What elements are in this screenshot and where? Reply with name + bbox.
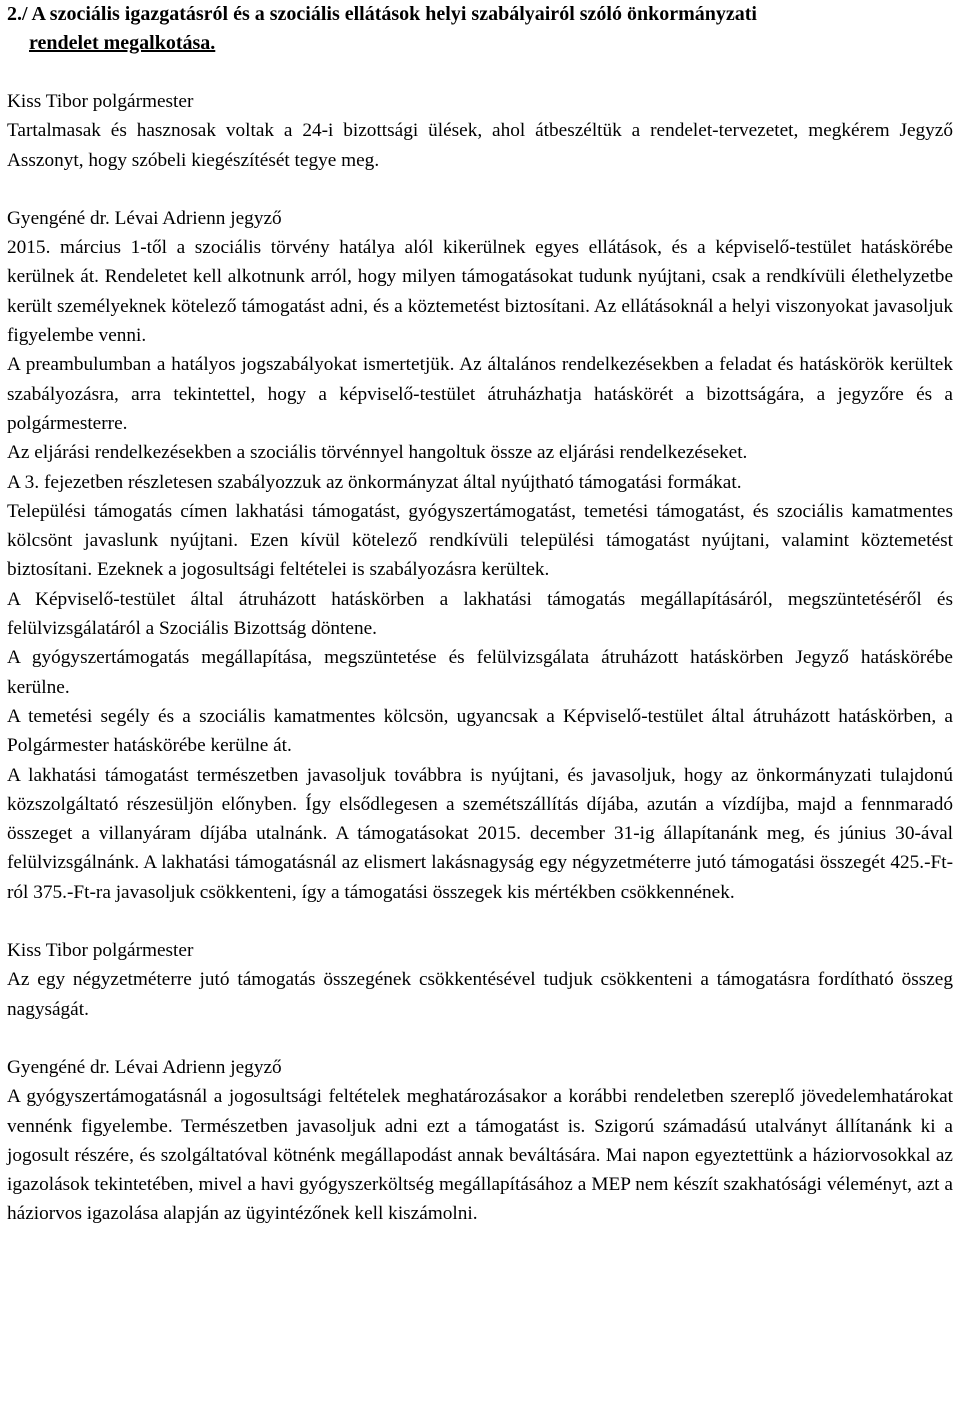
speech-paragraph: 2015. március 1-től a szociális törvény hatálya alól kikerülnek egyes ellátások, és a képviselő-testület hatáskörébe kerülnek át. Rendeletet kell alkotnunk arról, hogy milyen támogatásokat tudunk nyújtani, csak a rendkívüli élethelyzetbe került személyeknek kötelező támogatást adni, és a köztemetést biztosítani. Az ellátásoknál a helyi viszonyokat javasoljuk figyelembe venni. (7, 237, 953, 347)
speech-paragraph: A Képviselő-testület által átruházott hatáskörben a lakhatási támogatás megállapításáról, megszüntetéséről és felülvizsgálatáról a Szociális Bizottság döntene. (7, 588, 953, 640)
speech-paragraph: A 3. fejezetben részletesen szabályozzuk az önkormányzat által nyújtható támogatási formákat. (7, 471, 742, 493)
speech-block (7, 87, 953, 175)
speech-paragraph: A gyógyszertámogatás megállapítása, megszüntetése és felülvizsgálata átruházott hatáskörben Jegyző hatáskörébe kerülne. (7, 647, 953, 698)
spacer (7, 907, 953, 936)
speech-paragraph: A lakhatási támogatást természetben javasoljuk továbbra is nyújtani, és javasoljuk, hogy az önkormányzati tulajdonú közszolgáltató részesüljön előnyben. Így elsődlegesen a szemétszállítás díjába, azután a vízdíjba, majd a fennmaradó összeget a villanyáram díjába utalnánk. A támogatásokat 2015. december 31-ig állapítanánk meg, és június 30-ával felülvizsgálnánk. A lakhatási támogatásnál az elismert lakásnagyság egy négyzetméterre jutó támogatási összegét 425.-Ft-ról 375.-Ft-ra javasoljuk csökkenteni, így a támogatási összegek kis mértékben csökkennének. (7, 764, 953, 903)
speech-paragraph: A preambulumban a hatályos jogszabályokat ismertetjük. Az általános rendelkezésekben a feladat és hatáskörök kerültek szabályozásra, arra tekintettel, hogy a képviselő-testület átruházhatja hatáskörét a bizottságára, a jegyzőre és a polgármesterre. (7, 354, 953, 434)
speech-paragraph: Az eljárási rendelkezésekben a szociális törvénnyel hangoltuk össze az eljárási rendelkezéseket. (7, 442, 748, 464)
speaker-name: Kiss Tibor polgármester (7, 91, 194, 112)
spacer (7, 175, 953, 204)
speech-paragraph: Tartalmasak és hasznosak voltak a 24-i bizottsági ülések, ahol átbeszéltük a rendelet-tervezetet, megkérem Jegyző Asszonyt, hogy szóbeli kiegészítését tegye meg. (7, 120, 953, 171)
speaker-name: Gyengéné dr. Lévai Adrienn jegyző (7, 1056, 282, 1078)
speech-block (7, 204, 953, 907)
spacer (7, 58, 953, 87)
speech-block (7, 936, 953, 1024)
speaker-name: Kiss Tibor polgármester (7, 940, 194, 962)
speech-paragraph: A gyógyszertámogatásnál a jogosultsági feltételek meghatározásakor a korábbi rendeletben szereplő jövedelemhatárokat vennénk figyelembe. Természetben javasoljuk adni ezt a támogatást is. Szigorú számadású utalványt állítanánk ki a jogosult részére, és szolgáltatóval kötnénk megállapodást annak beváltására. Mai napon egyeztettünk a háziorvosokkal az igazolások tekintetében, mivel a havi gyógyszerköltség megállapításához a MEP nem készít szakhatósági véleményt, azt a háziorvos igazolása alapján az ügyintézőnek kell kiszámolni. (7, 1086, 953, 1225)
agenda-heading-line1: 2./ A szociális igazgatásról és a szociális ellátások helyi szabályairól szóló önkormányzati (7, 3, 757, 25)
agenda-heading (7, 0, 953, 58)
spacer (7, 1024, 953, 1053)
speech-paragraph: Az egy négyzetméterre jutó támogatás összegének csökkentésével tudjuk csökkenteni a támogatásra fordítható összeg nagyságát. (7, 969, 953, 1020)
speech-block (7, 1053, 953, 1229)
speech-paragraph: A temetési segély és a szociális kamatmentes kölcsön, ugyancsak a Képviselő-testület által átruházott hatáskörben, a Polgármester hatáskörébe kerülne át. (7, 705, 953, 757)
speech-paragraph: Települési támogatás címen lakhatási támogatást, gyógyszertámogatást, temetési támogatást, és szociális kamatmentes kölcsönt javaslunk nyújtani. Ezen kívül kötelező rendkívüli települési támogatást nyújtani, valamint köztemetést biztosítani. Ezeknek a jogosultsági feltételei is szabályozásra kerültek. (7, 500, 953, 581)
agenda-heading-line2: rendelet megalkotása. (29, 32, 216, 54)
speaker-name: Gyengéné dr. Lévai Adrienn jegyző (7, 207, 282, 229)
